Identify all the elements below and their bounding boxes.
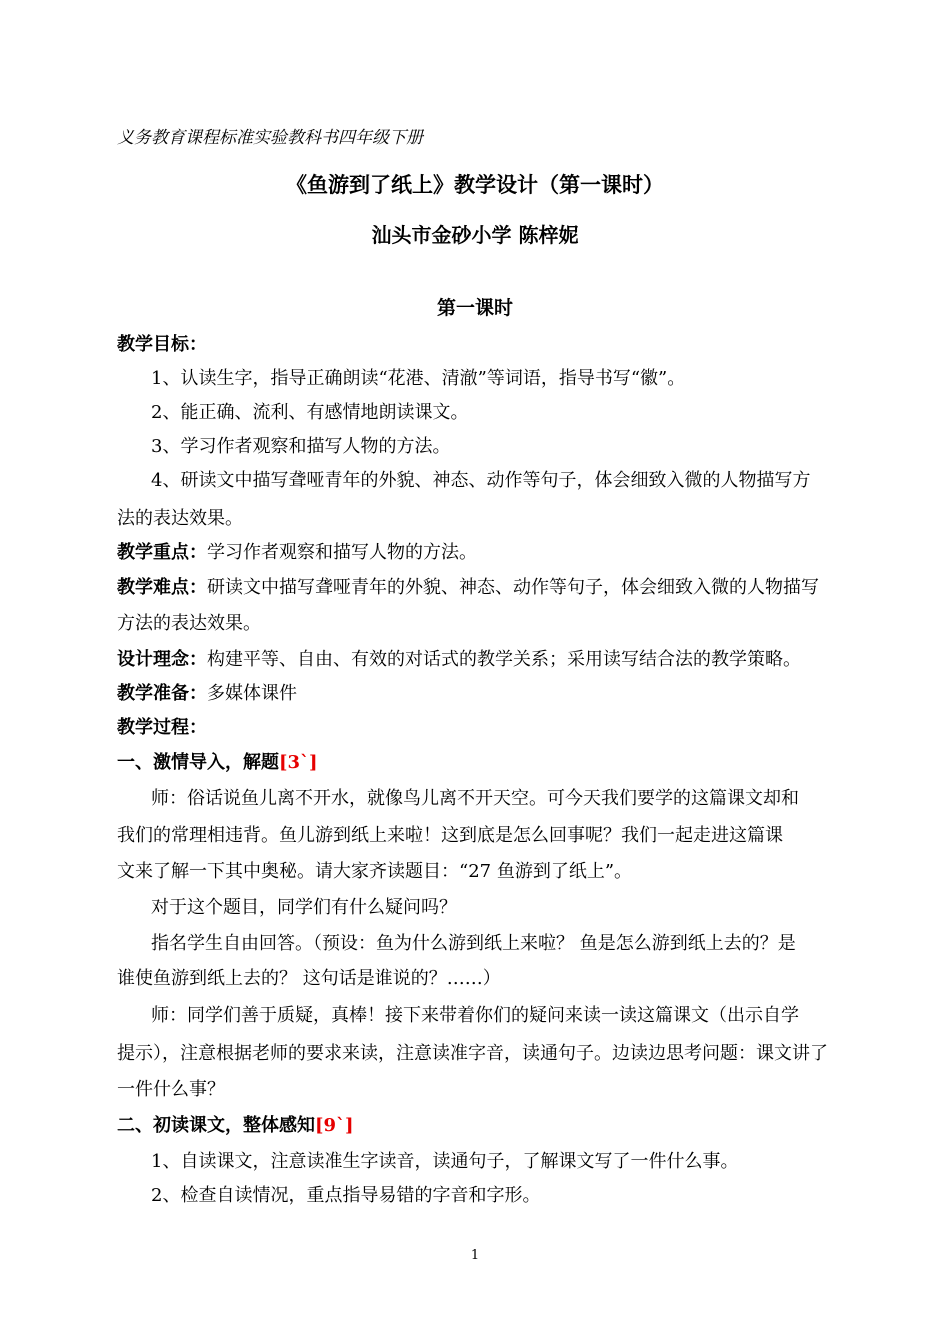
process-label: 教学过程： [117, 717, 207, 738]
section-title: 一、激情导入，解题 [117, 752, 279, 773]
paragraph-line: 2、检查自读情况，重点指导易错的字音和字形。 [151, 1185, 541, 1206]
key-point-label: 教学重点： [117, 542, 207, 563]
paragraph-line: 谁使鱼游到纸上去的？ 这句话是谁说的？……） [117, 968, 501, 989]
difficulty-line [117, 576, 832, 600]
goal-item: 2、能正确、流利、有感情地朗读课文。 [151, 402, 469, 423]
goal-item: 4、研读文中描写聋哑青年的外貌、神态、动作等句子，体会细致入微的人物描写方 [151, 470, 811, 491]
section-heading [117, 751, 837, 775]
key-point-line [117, 541, 837, 565]
concept-label: 设计理念： [117, 649, 207, 670]
paragraph-line: 师：俗话说鱼儿离不开水，就像鸟儿离不开天空。可今天我们要学的这篇课文却和 [151, 788, 799, 809]
concept-line [117, 648, 837, 672]
difficulty-cont: 方法的表达效果。 [117, 613, 261, 634]
author-line: 汕头市金砂小学 陈梓妮 [371, 223, 579, 247]
prep-line [117, 682, 837, 706]
difficulty-text: 研读文中描写聋哑青年的外貌、神态、动作等句子，体会细致入微的人物描写 [207, 577, 819, 598]
paragraph-line: 提示），注意根据老师的要求来读，注意读准字音，读通句子。边读边思考问题：课文讲了 [117, 1043, 828, 1064]
paragraph-line: 指名学生自由回答。（预设：鱼为什么游到纸上来啦？ 鱼是怎么游到纸上去的？是 [151, 933, 796, 954]
lesson-heading: 第一课时 [436, 297, 513, 319]
goals-label: 教学目标： [117, 334, 207, 355]
section-time: [9`] [315, 1115, 354, 1136]
section-heading [117, 1114, 837, 1138]
concept-text: 构建平等、自由、有效的对话式的教学关系；采用读写结合法的教学策略。 [207, 649, 801, 670]
prep-label: 教学准备： [117, 683, 207, 704]
paragraph-line: 对于这个题目，同学们有什么疑问吗？ [151, 897, 457, 918]
document-title: 《鱼游到了纸上》教学设计（第一课时） [286, 172, 664, 197]
paragraph-line: 文来了解一下其中奥秘。请大家齐读题目：“27 鱼游到了纸上”。 [117, 861, 633, 882]
difficulty-label: 教学难点： [117, 577, 207, 598]
key-point-text: 学习作者观察和描写人物的方法。 [207, 542, 477, 563]
section-title: 二、初读课文，整体感知 [117, 1115, 315, 1136]
section-time: [3`] [279, 752, 318, 773]
paragraph-line: 一件什么事？ [117, 1079, 225, 1100]
paragraph-line: 1、自读课文，注意读准生字读音，读通句子，了解课文写了一件什么事。 [151, 1151, 739, 1172]
prep-text: 多媒体课件 [207, 683, 297, 704]
paragraph-line: 我们的常理相违背。鱼儿游到纸上来啦！这到底是怎么回事呢？我们一起走进这篇课 [117, 825, 783, 846]
goal-item: 1、认读生字，指导正确朗读“花港、清澈”等词语，指导书写“徽”。 [151, 368, 686, 389]
page-number: 1 [470, 1248, 480, 1263]
paragraph-line: 师：同学们善于质疑，真棒！接下来带着你们的疑问来读一读这篇课文（出示自学 [151, 1005, 799, 1026]
goal-item-cont: 法的表达效果。 [117, 508, 243, 529]
series-title: 义务教育课程标准实验教科书四年级下册 [117, 128, 423, 148]
goal-item: 3、学习作者观察和描写人物的方法。 [151, 436, 451, 457]
